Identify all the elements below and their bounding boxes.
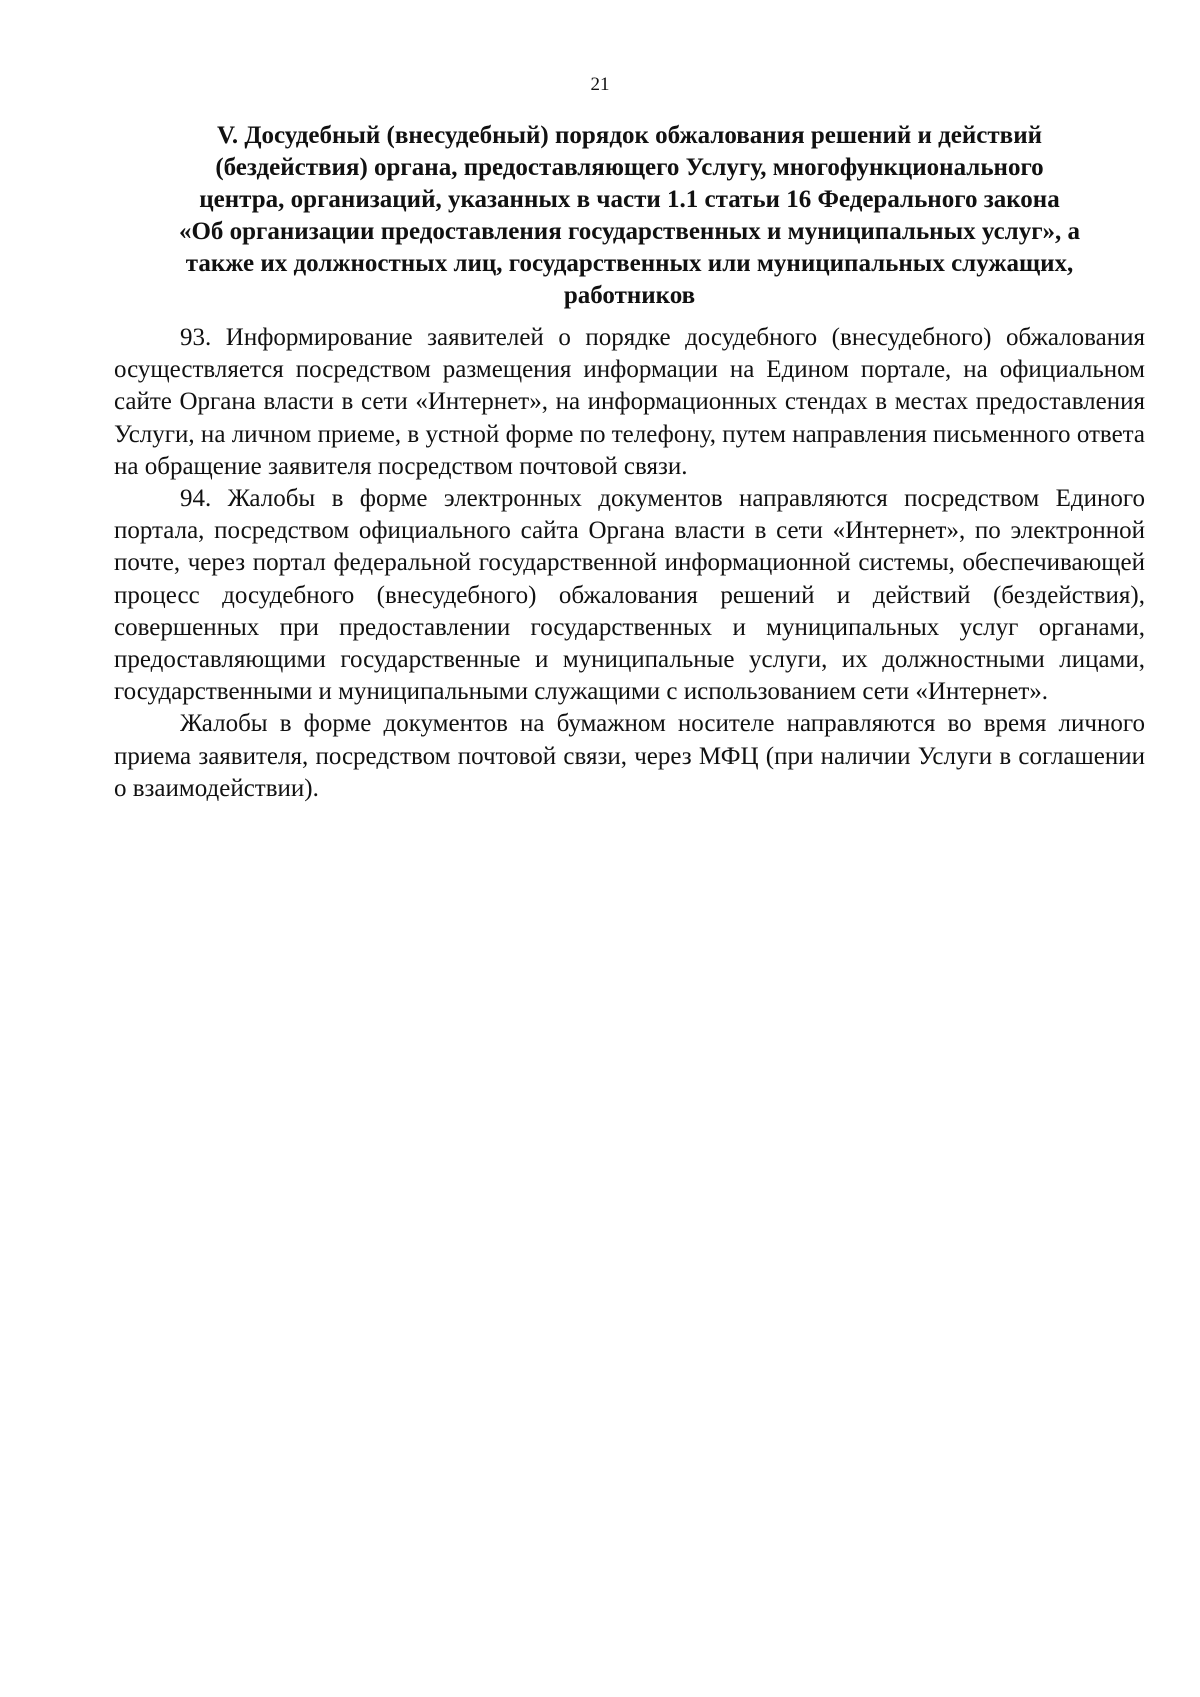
page-number: 21: [590, 74, 610, 95]
paragraph-paper-complaints: Жалобы в форме документов на бумажном носителе направляются во время личного приема заявителя, посредством почтовой связи, через МФЦ (при наличии Услуги в соглашении о взаимодействии).: [114, 710, 1145, 802]
section-heading: [114, 120, 1145, 312]
paragraph-93: 93. Информирование заявителей о порядке досудебного (внесудебного) обжалования осуществляется посредством размещения информации на Едином портале, на официальном сайте Органа власти в сети «Интернет», на информационных стендах в местах предоставления Услуги, на личном приеме, в устной форме по телефону, путем направления письменного ответа на обращение заявителя посредством почтовой связи.: [114, 324, 1145, 480]
heading-line: (бездействия) органа, предоставляющего Услугу, многофункционального: [215, 154, 1044, 181]
heading-line: также их должностных лиц, государственных или муниципальных служащих,: [185, 250, 1074, 277]
body-text: [114, 322, 1145, 805]
heading-line: «Об организации предоставления государственных и муниципальных услуг», а: [178, 218, 1081, 245]
heading-line: работников: [563, 282, 696, 309]
paragraph-94: 94. Жалобы в форме электронных документов направляются посредством Единого портала, посредством официального сайта Органа власти в сети «Интернет», по электронной почте, через портал федеральной государственной информационной системы, обеспечивающей процесс досудебного (внесудебного) обжалования решений и действий (бездействия), совершенных при предоставлении государственных и муниципальных услуг органами, предоставляющими государственные и муниципальные услуги, их должностными лицами, государственными и муниципальными служащими с использованием сети «Интернет».: [114, 485, 1145, 706]
heading-line: центра, организаций, указанных в части 1.1 статьи 16 Федерального закона: [199, 186, 1060, 213]
page-content: [114, 120, 1145, 805]
heading-line: V. Досудебный (внесудебный) порядок обжалования решений и действий: [216, 122, 1042, 149]
